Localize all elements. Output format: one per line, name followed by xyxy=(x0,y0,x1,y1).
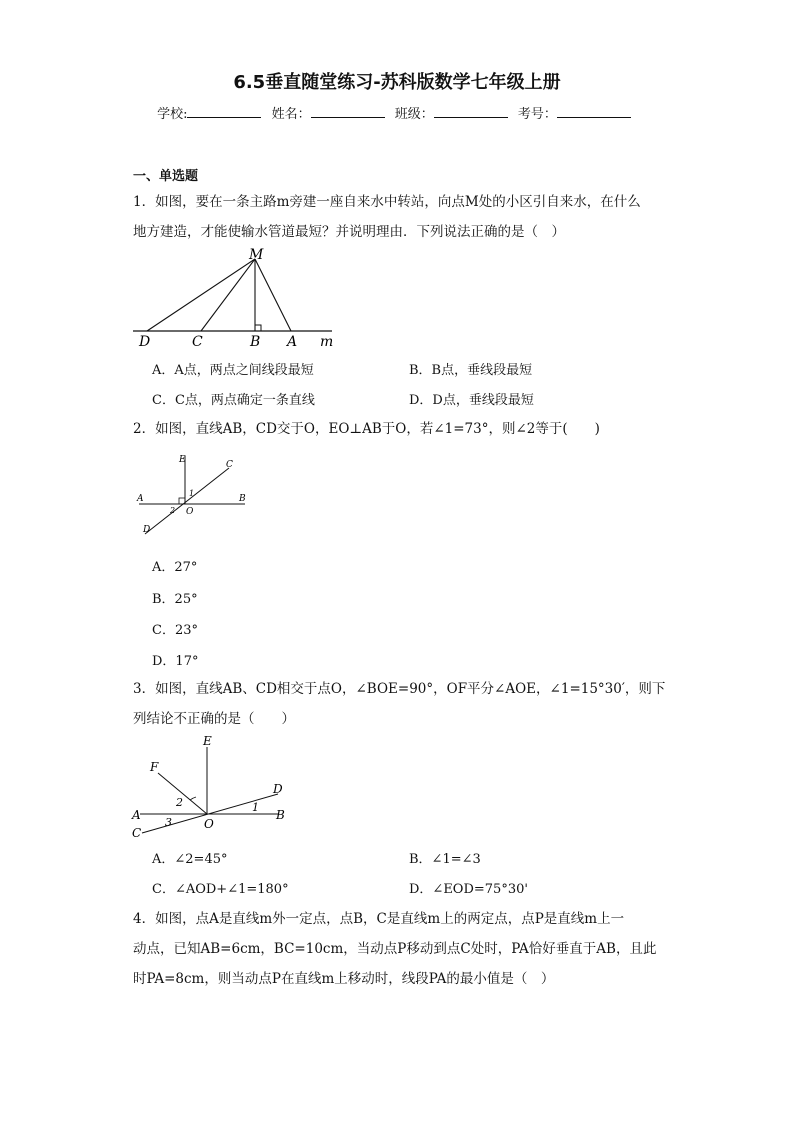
label-a: A xyxy=(287,334,298,350)
label-a: A xyxy=(137,494,144,504)
label-o: O xyxy=(204,817,214,831)
question-1-line-1: 1．如图，要在一条主路m旁建一座自来水中转站，向点M处的小区引自来水，在什么 xyxy=(133,194,641,210)
label-c: C xyxy=(192,334,203,350)
label-d: D xyxy=(273,782,283,796)
question-2-figure xyxy=(133,448,253,540)
label-a: A xyxy=(132,808,141,822)
angle-2-arc xyxy=(190,797,196,800)
label-d: D xyxy=(139,334,151,350)
angle-1-label: 1 xyxy=(189,489,195,498)
label-m-point: M xyxy=(249,247,264,263)
question-3-figure xyxy=(130,733,290,843)
segment-md xyxy=(147,259,255,331)
angle-3-label: 3 xyxy=(165,816,172,829)
label-f: F xyxy=(150,760,159,774)
school-label: 学校: xyxy=(157,107,188,122)
number-blank[interactable] xyxy=(557,105,631,118)
right-angle-mark xyxy=(255,325,261,331)
label-o: O xyxy=(186,507,194,517)
question-2-option-a[interactable]: A．27° xyxy=(152,560,198,575)
label-e: E xyxy=(179,455,186,465)
question-4-line-1: 4．如图，点A是直线m外一定点，点B，C是直线m上的两定点，点P是直线m上一 xyxy=(133,911,625,927)
school-blank[interactable] xyxy=(187,105,261,118)
label-e: E xyxy=(203,734,212,748)
question-1-option-d[interactable]: D．D点，垂线段最短 xyxy=(409,393,534,408)
label-m-line: m xyxy=(320,334,334,350)
label-b: B xyxy=(239,494,246,504)
question-2-option-d[interactable]: D．17° xyxy=(152,654,199,669)
label-c: C xyxy=(226,460,233,470)
angle-2-label: 2 xyxy=(176,796,183,809)
question-3-option-c[interactable]: C．∠AOD+∠1=180° xyxy=(152,882,289,897)
name-label: 姓名： xyxy=(271,107,311,122)
segment-mc xyxy=(201,259,255,331)
question-1-option-a[interactable]: A．A点，两点之间线段最短 xyxy=(152,363,314,378)
question-2-option-c[interactable]: C．23° xyxy=(152,623,198,638)
student-info-row xyxy=(0,103,794,122)
question-4-line-2: 动点，已知AB=6cm，BC=10cm，当动点P移动到点C处时，PA恰好垂直于AB，且此 xyxy=(133,941,657,957)
question-3-option-d[interactable]: D．∠EOD=75°30' xyxy=(409,882,528,897)
class-blank[interactable] xyxy=(434,105,508,118)
angle-2-label: 2 xyxy=(170,506,176,515)
question-3-option-b[interactable]: B．∠1=∠3 xyxy=(409,852,481,867)
label-b: B xyxy=(276,808,285,822)
angle-1-label: 1 xyxy=(252,801,259,814)
label-d: D xyxy=(143,525,151,535)
question-3-line-2: 列结论不正确的是（ ） xyxy=(133,711,295,727)
number-label: 考号： xyxy=(517,107,557,122)
question-2-line-1: 2．如图，直线AB，CD交于O，EO⊥AB于O，若∠1=73°，则∠2等于( ) xyxy=(133,421,600,437)
label-b: B xyxy=(250,334,261,350)
label-c: C xyxy=(132,826,142,840)
question-4-line-3: 时PA=8cm，则当动点P在直线m上移动时，线段PA的最小值是（ ） xyxy=(133,971,555,987)
question-1-option-c[interactable]: C．C点，两点确定一条直线 xyxy=(152,393,315,408)
question-2-option-b[interactable]: B．25° xyxy=(152,592,198,607)
question-3-line-1: 3．如图，直线AB、CD相交于点O，∠BOE=90°，OF平分∠AOE，∠1=15°30′，则下 xyxy=(133,681,666,697)
name-blank[interactable] xyxy=(311,105,385,118)
line-cd xyxy=(145,468,229,534)
question-3-option-a[interactable]: A．∠2=45° xyxy=(152,852,228,867)
question-1-option-b[interactable]: B．B点，垂线段最短 xyxy=(409,363,533,378)
segment-ma xyxy=(255,259,291,331)
section-heading: 一、单选题 xyxy=(133,169,199,184)
class-label: 班级： xyxy=(394,107,434,122)
question-1-line-2: 地方建造，才能使输水管道最短？并说明理由．下列说法正确的是（ ） xyxy=(133,224,565,240)
page-title: 6.5垂直随堂练习-苏科版数学七年级上册 xyxy=(233,72,561,93)
question-1-figure xyxy=(125,245,345,350)
